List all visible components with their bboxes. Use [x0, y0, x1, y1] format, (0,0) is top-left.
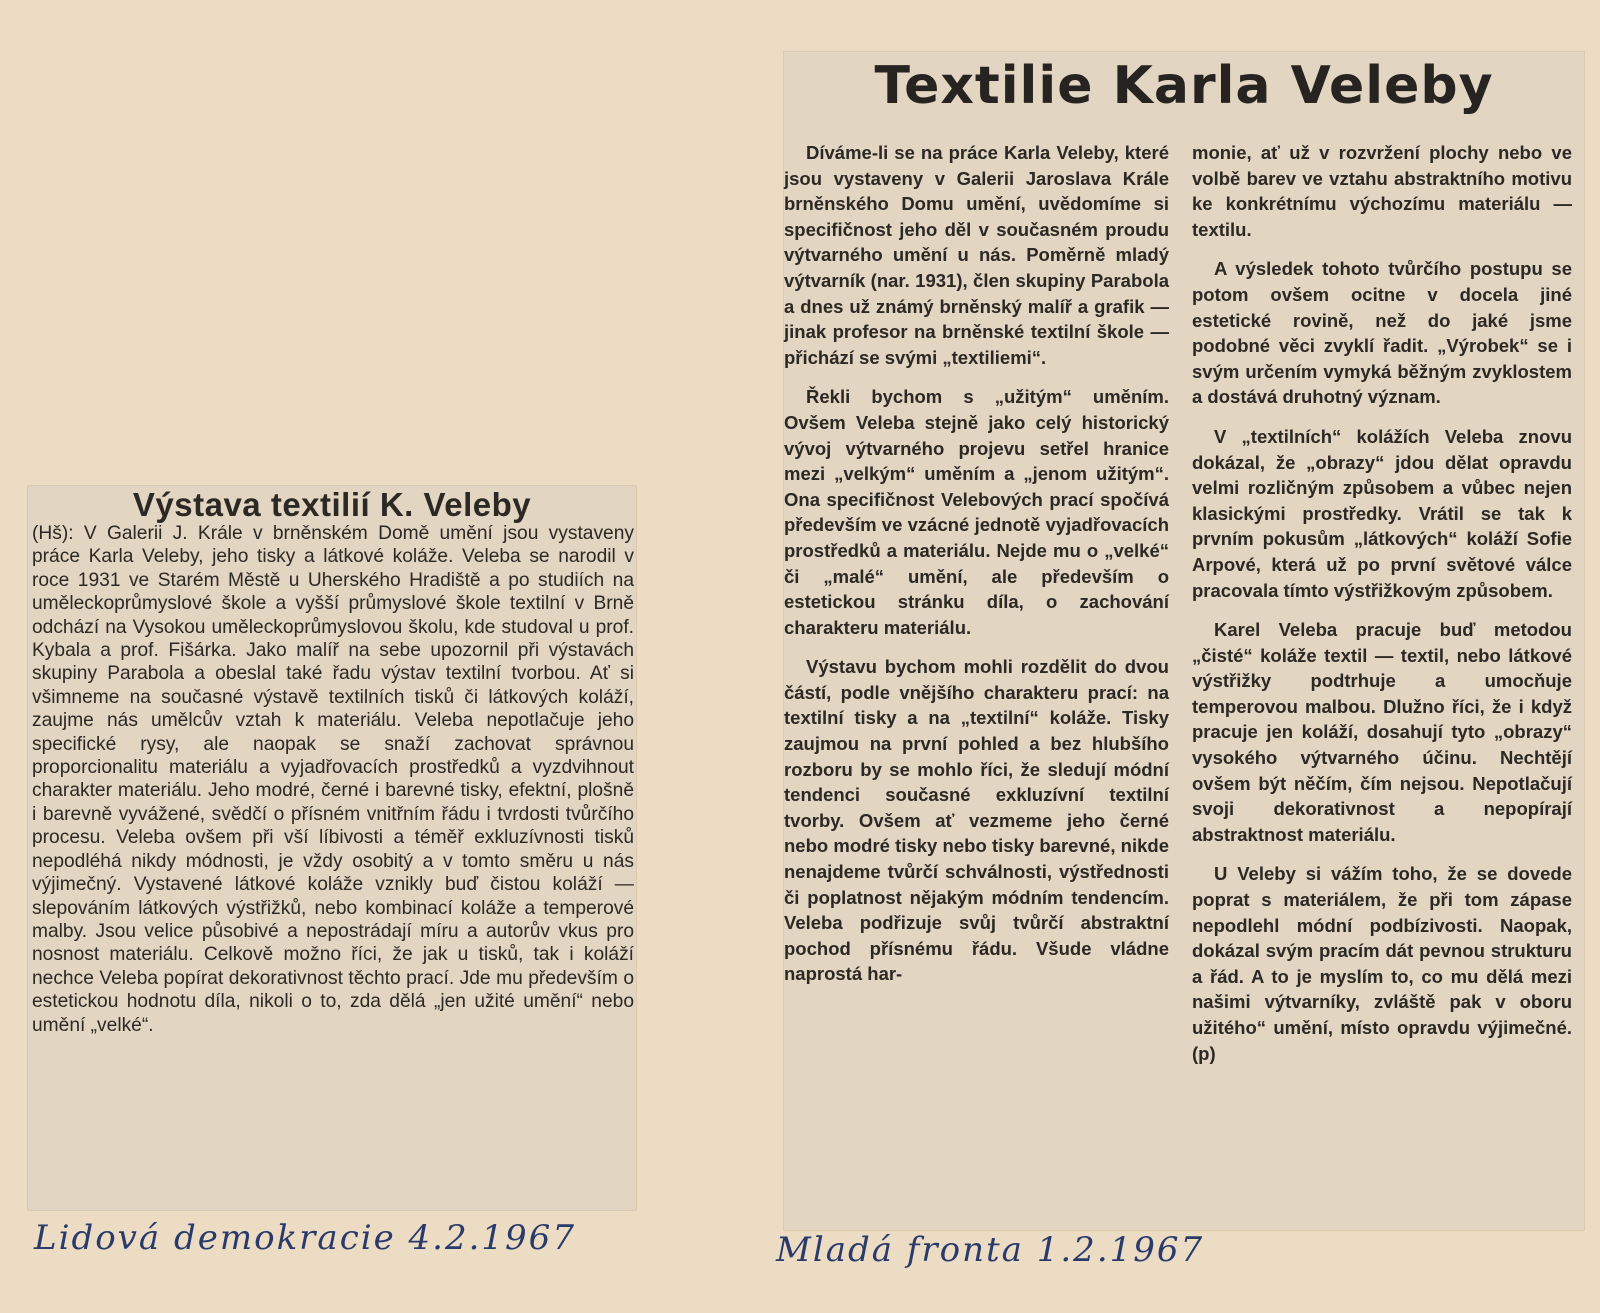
column-1-paragraph: Díváme-li se na práce Karla Veleby, které jsou vystaveny v Galerii Jaroslava Krále brněnského Domu umění, uvědomíme si specifičnost jeho děl v současném proudu výtvarného umění u nás. Poměrně mladý výtvarník (nar. 1931), člen skupiny Parabola a dnes už známý brněnský malíř a grafik — jinak profesor na brněnské textilní škole — přichází se svými „textiliemi“. [784, 142, 1169, 368]
left-newspaper-clipping [28, 486, 636, 1210]
right-clipping-column-1 [784, 140, 1169, 1001]
column-2-paragraph: U Veleby si vážím toho, že se dovede poprat s materiálem, že při tom zápase nepodlehl módní podbízivosti. Naopak, dokázal svým pracím dát pevnou strukturu a řád. A to je myslím to, co mu dělá mezi našimi výtvarníky, zvláště pak v oboru užitého“ umění, místo opravdu výjimečné. (p) [1192, 863, 1572, 1064]
column-2-paragraph: monie, ať už v rozvržení plochy nebo ve volbě barev ve vztahu abstraktního motivu ke konkrétnímu výchozímu materiálu — textilu. [1192, 142, 1572, 240]
left-clipping-body: (Hš): V Galerii J. Krále v brněnském Domě umění jsou vystaveny práce Karla Veleby, jeho tisky a látkové koláže. Veleba se narodil v roce 1931 ve Starém Městě u Uherského Hradiště a po studiích na uměleckoprůmyslové škole a vyšší průmyslové škole textilní v Brně odchází na Vysokou uměleckoprůmyslovou školu, kde studoval u prof. Kybala a prof. Fišárka. Jako malíř na sebe upozornil při výstavách skupiny Parabola a obeslal také řadu výstav textilní tvorbou. Ať si všimneme na současné výstavě textilních tisků či látkových koláží, zaujme nás umělcův vztah k materiálu. Veleba nepotlačuje jeho specifické rysy, ale naopak se snaží zachovat správnou proporcionalitu materiálu a vyjadřovacích prostředků a vyzdvihnout charakter materiálu. Jeho modré, černé i barevné tisky, efektní, plošně i barevně vyvážené, svědčí o přísném vnitřním řádu i tvrdosti tvůrčího procesu. Veleba ovšem při vší líbivosti a téměř exkluzívnosti tisků nepodléhá nikdy módnosti, je vždy osobitý a v tomto směru u nás výjimečný. Vystavené látkové koláže vznikly buď čistou koláží — slepováním látkových výstřižků, nebo kombinací koláže a temperové malby. Jsou velice působivé a nepostrádají míru a autorův vkus pro nosnost materiálu. Celkově možno říci, že jak u tisků, tak i koláží nechce Veleba popírat dekorativnost těchto prací. Jde mu především o estetickou hodnotu díla, nikoli o to, zda dělá „jen užité umění“ nebo umění „velké“. [32, 523, 634, 1036]
column-2-paragraph: Karel Veleba pracuje buď metodou „čisté“ koláže textil — textil, nebo látkové výstřižky podtrhuje a umocňuje temperovou malbou. Dlužno říci, že i když pracuje jen koláží, dosahují tyto „obrazy“ vysokého výtvarného účinu. Nechtějí ovšem být něčím, čím nejsou. Nepotlačují svoji dekorativnost a nepopírají abstraktnost materiálu. [1192, 619, 1572, 845]
right-newspaper-clipping [784, 52, 1584, 1230]
right-clipping-column-2 [1192, 140, 1572, 1080]
right-handwritten-source-note: Mladá fronta 1.2.1967 [776, 1230, 1205, 1270]
left-handwritten-source-note: Lidová demokracie 4.2.1967 [34, 1218, 576, 1258]
column-2-paragraph: A výsledek tohoto tvůrčího postupu se potom ovšem ocitne v docela jiné estetické rovině, než do jaké jsme podobné věci zvyklí řadit. „Výrobek“ se i svým určením vymyká běžným zvyklostem a dostává druhotný význam. [1192, 258, 1572, 408]
right-clipping-headline: Textilie Karla Veleby [874, 56, 1494, 116]
column-2-paragraph: V „textilních“ kolážích Veleba znovu dokázal, že „obrazy“ jdou dělat opravdu velmi rozličným způsobem a vůbec nejen klasickými prostředky. Vrátil se tak k prvním pokusům „látkových“ koláží Sofie Arpové, která už po první světové válce pracovala tímto výstřižkovým způsobem. [1192, 425, 1572, 601]
column-1-paragraph: Řekli bychom s „užitým“ uměním. Ovšem Veleba stejně jako celý historický vývoj výtvarného projevu setřel hranice mezi „velkým“ uměním a „jenom užitým“. Ona specifičnost Velebových prací spočívá především ve vzácné jednotě vyjadřovacích prostředků a materiálu. Nejde mu o „velké“ či „malé“ umění, ale především o estetickou stránku díla, o zachování charakteru materiálu. [784, 386, 1169, 638]
left-clipping-headline: Výstava textilií K. Veleby [132, 486, 532, 523]
column-1-paragraph: Výstavu bychom mohli rozdělit do dvou částí, podle vnějšího charakteru prací: na textilní tisky a na „textilní“ koláže. Tisky zaujmou na první pohled a bez hlubšího rozboru by se mohlo říci, že sledují módní tendenci současné exkluzívní textilní tvorby. Ovšem ať vezmeme jeho černé nebo modré tisky nebo tisky barevné, nikde nenajdeme tvůrčí schválnosti, výstřednosti či poplatnost nějakým módním tendencím. Veleba podřizuje svůj tvůrčí abstraktní pochod přísnému řádu. Všude vládne naprostá har- [784, 656, 1169, 985]
